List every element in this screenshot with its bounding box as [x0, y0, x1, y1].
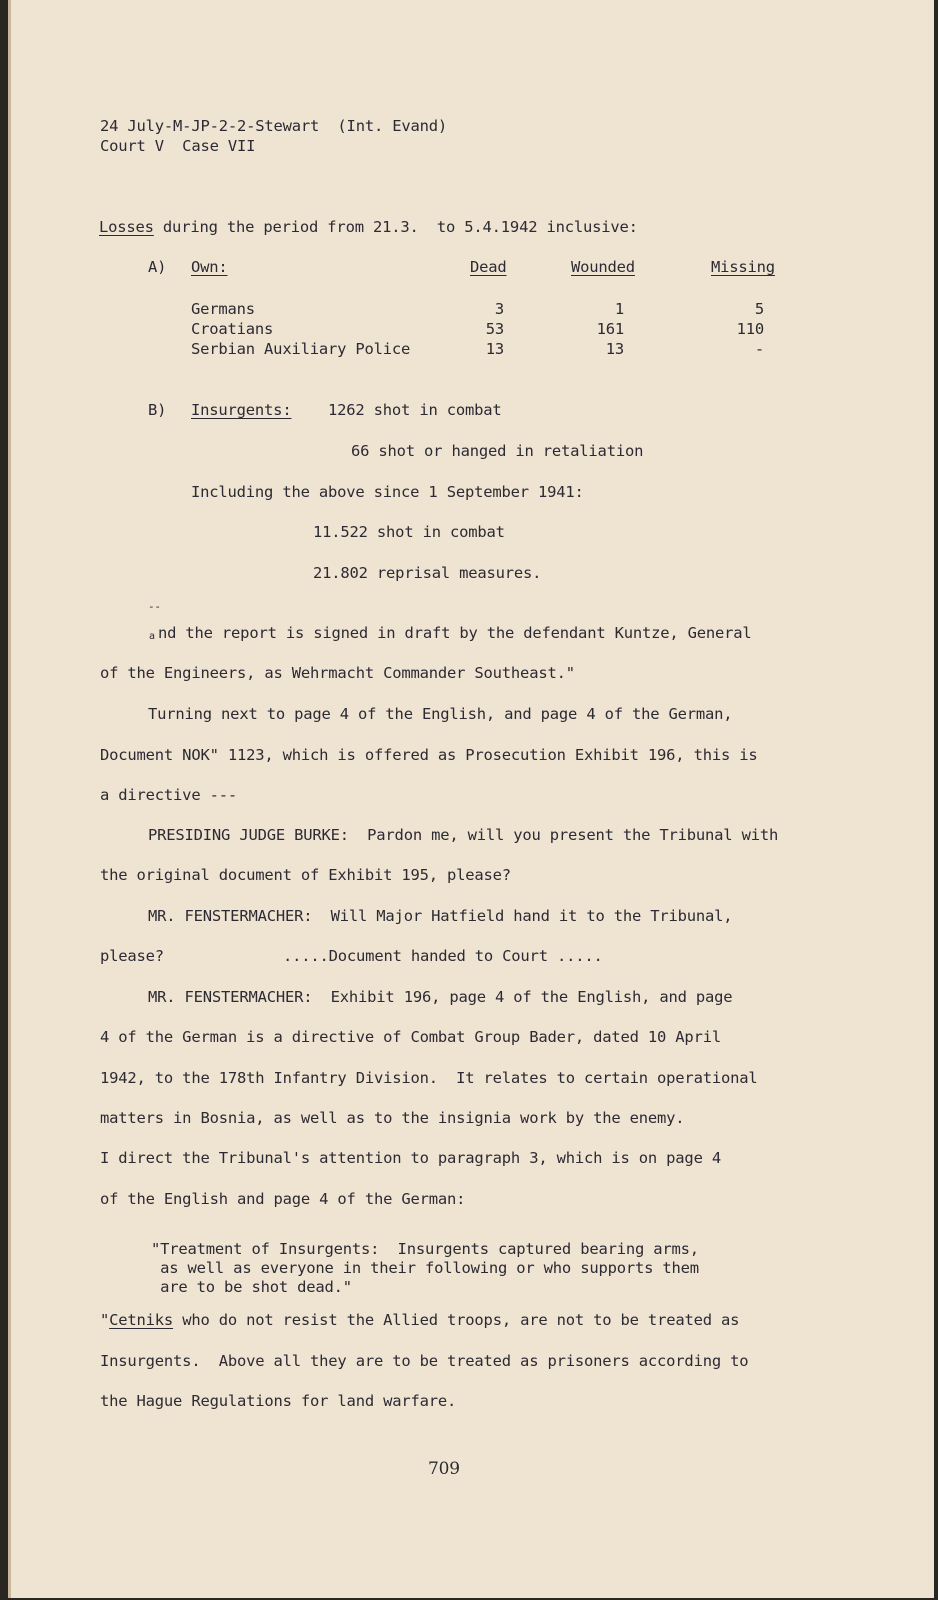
table-cell-dead: 3	[494, 300, 504, 318]
paragraph-line: the original document of Exhibit 195, please?	[100, 866, 511, 884]
paragraph-line-rest: who do not resist the Allied troops, are not to be treated as	[173, 1311, 740, 1329]
column-header-wounded: Wounded	[571, 258, 635, 276]
section-a-label: Own:	[191, 258, 228, 276]
table-cell-wounded: 13	[605, 340, 624, 358]
losses-heading-word: Losses	[99, 218, 154, 236]
page-edge	[8, 0, 11, 1598]
paragraph-line: MR. FENSTERMACHER: Exhibit 196, page 4 of the English, and page	[148, 988, 733, 1006]
paragraph-line: of the English and page 4 of the German:	[100, 1190, 466, 1208]
paragraph-line: I direct the Tribunal's attention to paragraph 3, which is on page 4	[100, 1149, 721, 1167]
table-cell-missing: 110	[736, 320, 764, 338]
table-row-label: Serbian Auxiliary Police	[191, 340, 411, 358]
open-quote: "	[100, 1311, 110, 1329]
table-cell-wounded: 1	[614, 300, 624, 318]
table-cell-wounded: 161	[596, 320, 624, 338]
section-a-marker: A)	[148, 258, 167, 276]
insurgents-line-5: 21.802 reprisal measures.	[313, 564, 542, 582]
stray-dash: --	[148, 600, 161, 613]
subscript-a: a	[149, 631, 155, 642]
quote-line: "Treatment of Insurgents: Insurgents captured bearing arms,	[151, 1240, 699, 1258]
header-line-2: Court V Case VII	[100, 137, 256, 155]
quote-line: as well as everyone in their following or who supports them	[151, 1259, 699, 1277]
losses-heading-rest: during the period from 21.3. to 5.4.1942 inclusive:	[153, 218, 638, 236]
paragraph-line: of the Engineers, as Wehrmacht Commander Southeast."	[100, 664, 575, 682]
column-header-missing: Missing	[711, 258, 775, 276]
table-row-label: Croatians	[191, 320, 274, 338]
table-row-label: Germans	[191, 300, 255, 318]
header-line-1: 24 July-M-JP-2-2-Stewart (Int. Evand)	[100, 117, 448, 135]
insurgents-line-4: 11.522 shot in combat	[313, 523, 505, 541]
paragraph-line: 4 of the German is a directive of Combat Group Bader, dated 10 April	[100, 1028, 721, 1046]
cetniks-word: Cetniks	[109, 1311, 174, 1329]
page-number: 709	[428, 1459, 460, 1479]
insurgents-line-1: 1262 shot in combat	[328, 401, 502, 419]
paragraph-line: nd the report is signed in draft by the defendant Kuntze, General	[158, 624, 752, 642]
section-b-marker: B)	[148, 401, 167, 419]
paragraph-line: Turning next to page 4 of the English, and page 4 of the German,	[148, 705, 733, 723]
column-header-dead: Dead	[470, 258, 507, 276]
table-cell-missing: 5	[754, 300, 764, 318]
paragraph-line: a directive ---	[100, 786, 237, 804]
losses-heading	[99, 218, 638, 236]
insurgents-line-3: Including the above since 1 September 1941:	[191, 483, 584, 501]
paragraph-line: Insurgents. Above all they are to be treated as prisoners according to	[100, 1352, 749, 1370]
insurgents-line-2: 66 shot or hanged in retaliation	[351, 442, 644, 460]
paragraph-line: the Hague Regulations for land warfare.	[100, 1392, 457, 1410]
table-cell-dead: 13	[485, 340, 504, 358]
paragraph-line: 1942, to the 178th Infantry Division. It relates to certain operational	[100, 1069, 758, 1087]
stage-direction: .....Document handed to Court .....	[283, 947, 603, 965]
document-page	[8, 0, 934, 1598]
paragraph-line: matters in Bosnia, as well as to the insignia work by the enemy.	[100, 1109, 685, 1127]
quote-line: are to be shot dead."	[151, 1278, 352, 1296]
table-cell-dead: 53	[485, 320, 504, 338]
table-cell-missing: -	[754, 340, 764, 358]
paragraph-line: MR. FENSTERMACHER: Will Major Hatfield hand it to the Tribunal,	[148, 907, 733, 925]
paragraph-line	[100, 1311, 739, 1329]
paragraph-line: Document NOK" 1123, which is offered as Prosecution Exhibit 196, this is	[100, 746, 758, 764]
block-quote	[151, 1240, 699, 1297]
paragraph-line: PRESIDING JUDGE BURKE: Pardon me, will you present the Tribunal with	[148, 826, 779, 844]
paragraph-line: please?	[100, 947, 164, 965]
section-b-label: Insurgents:	[191, 401, 292, 419]
